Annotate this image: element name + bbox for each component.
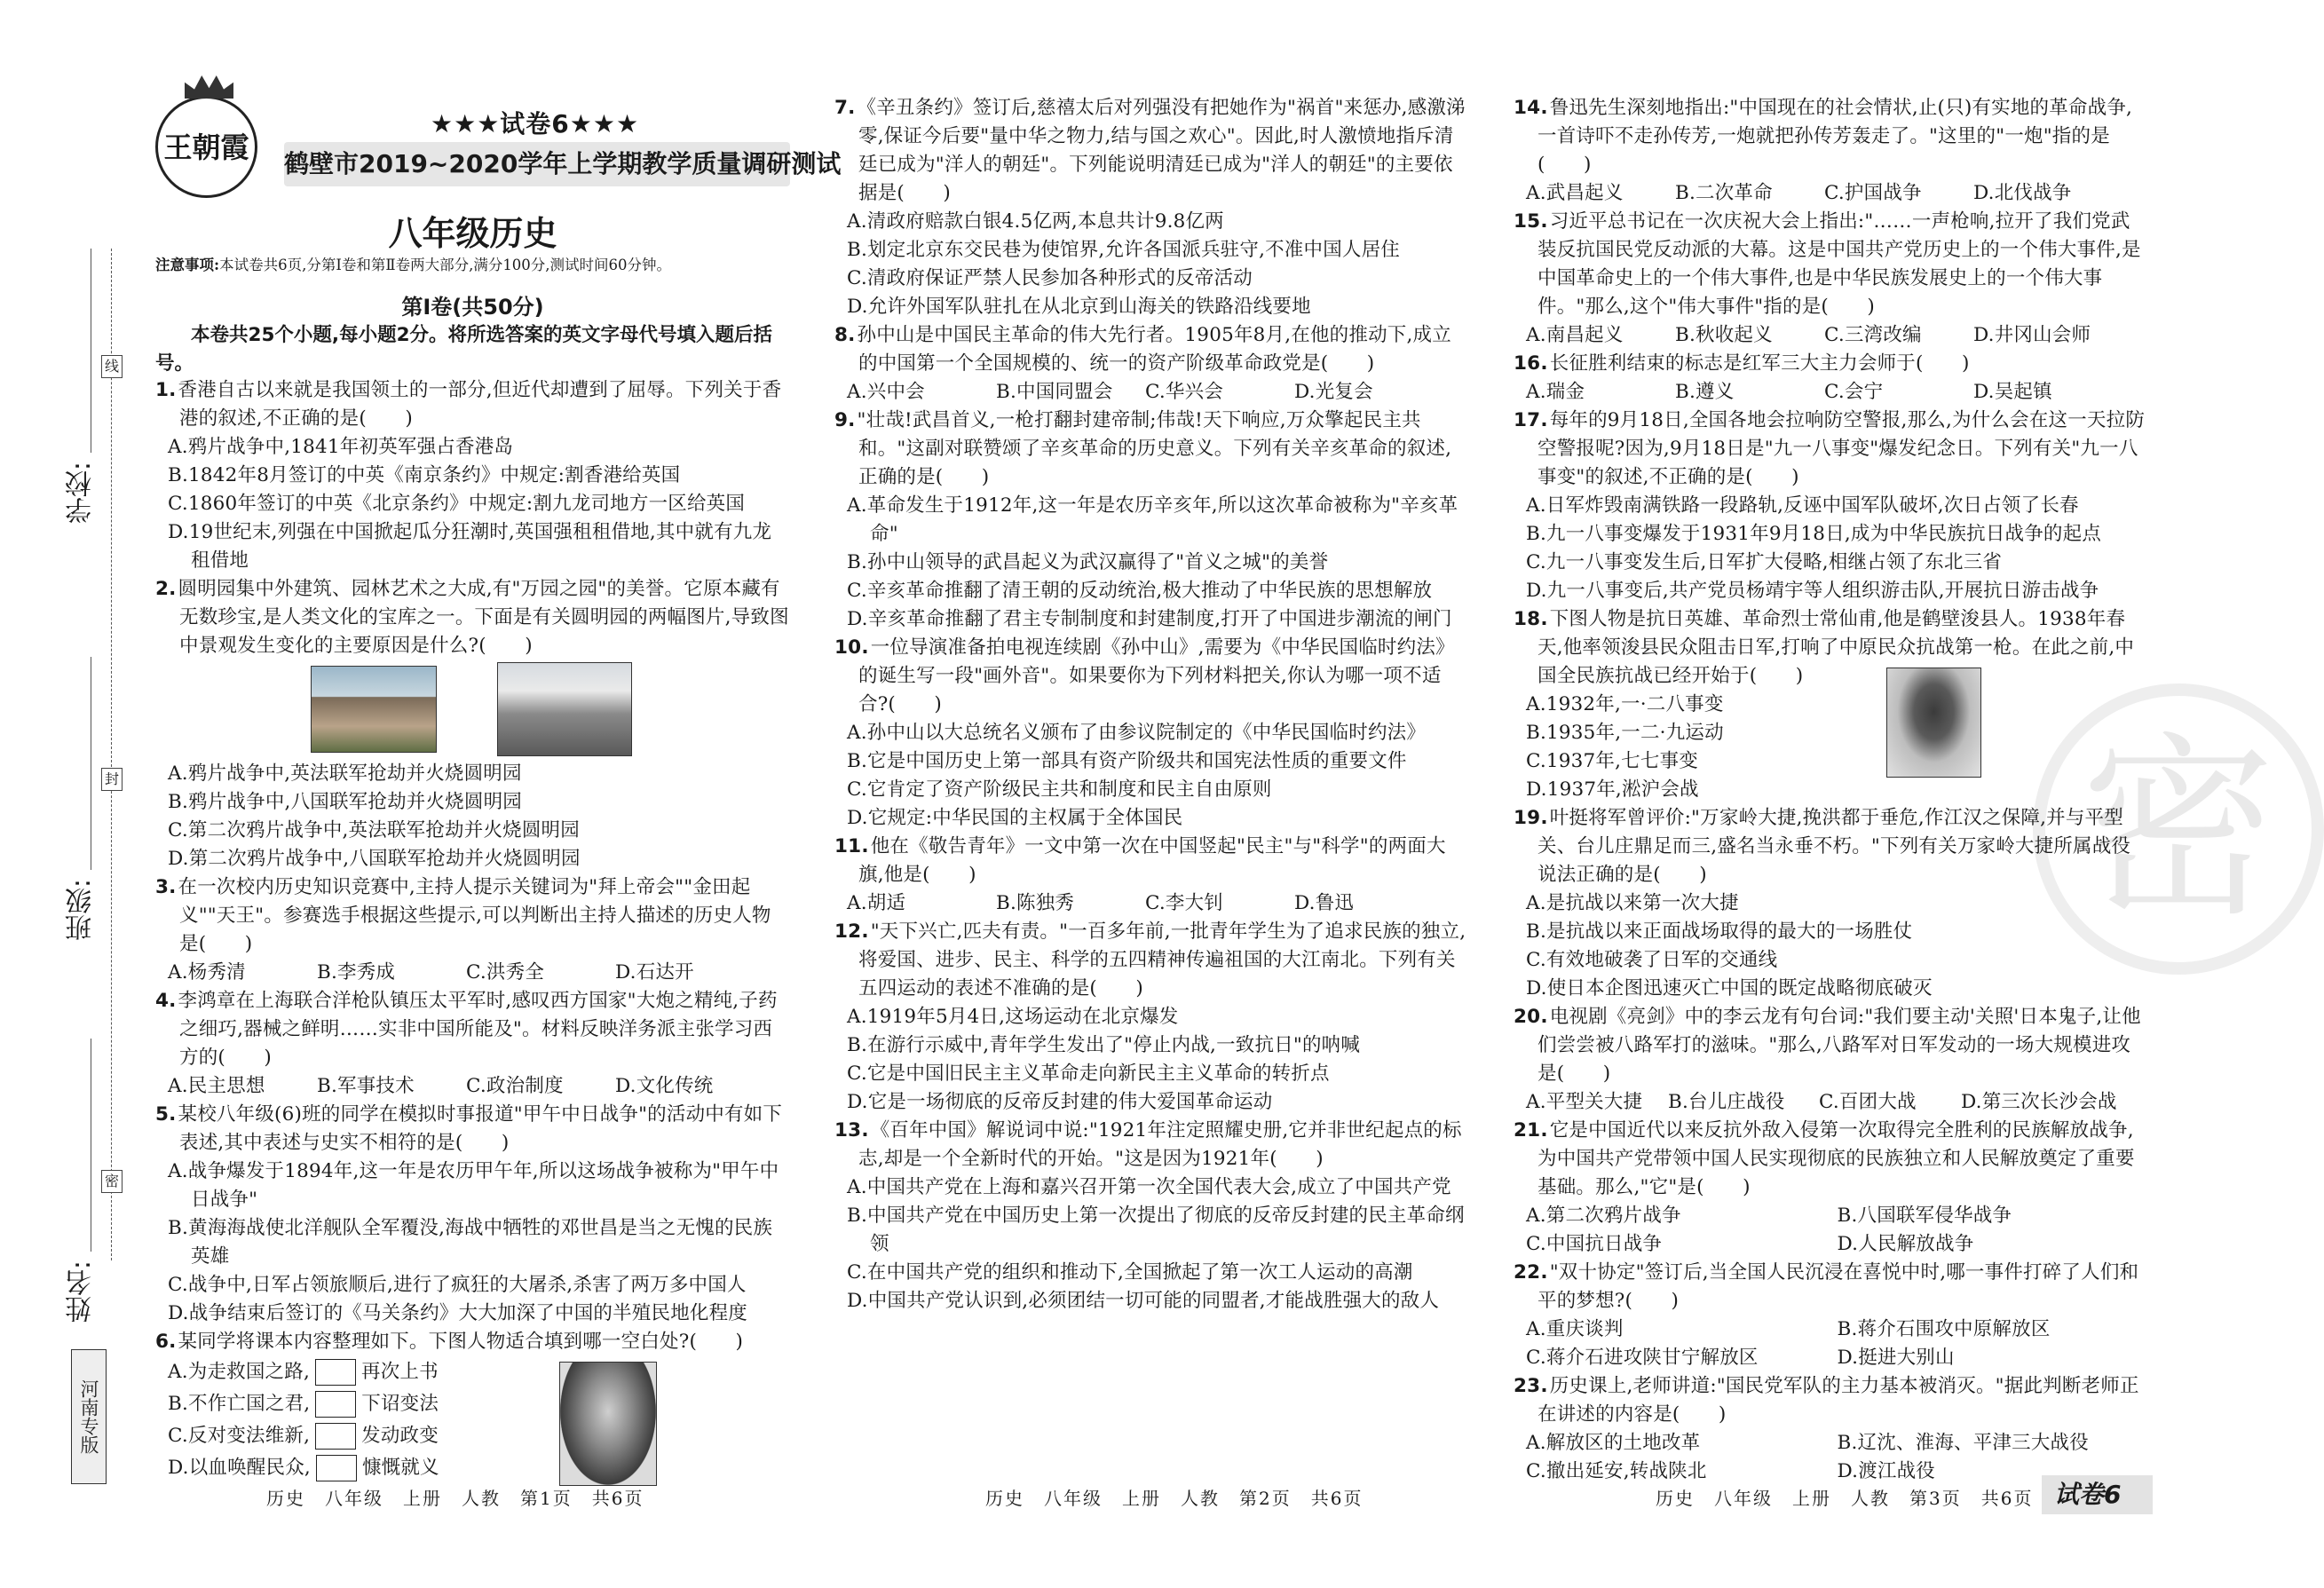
question-12-text: "天下兴亡,匹夫有责。"一百多年前,一批青年学生为了追求民族的独立,将爱国、进步、民主、科学的五四精神传遍祖国的大江南北。下列有关五四运动的表述不准确的是( ) <box>858 920 1466 999</box>
question-8-stem <box>834 321 1469 378</box>
exam-title-bar <box>284 142 842 186</box>
question-14-stem <box>1514 94 2148 179</box>
option-12-d[interactable]: D.它是一场彻底的反帝反封建的伟大爱国革命运动 <box>847 1091 1273 1113</box>
option-6-c-tail: 发动政变 <box>361 1425 439 1447</box>
question-13-number: 13. <box>834 1119 869 1142</box>
question-10-text: 一位导演准备拍电视连续剧《孙中山》,需要为《中华民国临时约法》的诞生写一段"画外音"。如果要你为下列材料把关,你认为哪一项不适合?( ) <box>858 636 1455 715</box>
option-13-c[interactable]: C.在中国共产党的组织和推动下,全国掀起了第一次工人运动的高潮 <box>847 1261 1413 1284</box>
option-12-b[interactable]: B.在游行示威中,青年学生发出了"停止内战,一致抗日"的呐喊 <box>847 1034 1361 1056</box>
option-3-c[interactable]: C.洪秀全 <box>466 961 545 984</box>
question-11-number: 11. <box>834 835 869 857</box>
question-11-stem <box>834 833 1469 889</box>
option-23-b[interactable]: B.辽沈、淮海、平津三大战役 <box>1837 1432 2089 1454</box>
yuanmingyuan-palace-image <box>311 666 437 753</box>
option-16-c[interactable]: C.会宁 <box>1824 381 1884 403</box>
instruction: 本卷共25个小题,每小题2分。将所选答案的英文字母代号填入题后括号。 <box>155 324 773 375</box>
portrait-photo-q18 <box>1886 668 1981 778</box>
option-19-b[interactable]: B.是抗战以来正面战场取得的最大的一场胜仗 <box>1526 920 1913 943</box>
option-18-b[interactable]: B.1935年,一二·九运动 <box>1526 722 1724 744</box>
section-title: 第Ⅰ卷(共50分) <box>401 295 544 320</box>
option-8-c[interactable]: C.华兴会 <box>1145 381 1224 403</box>
footer-paper-badge <box>2042 1475 2153 1514</box>
option-10-a[interactable]: A.孙中山以大总统名义颁布了由参议院制定的《中华民国临时约法》 <box>847 722 1427 744</box>
question-16 <box>1514 350 2148 407</box>
option-6-c[interactable] <box>155 1420 790 1452</box>
option-18-a[interactable]: A.1932年,一·二八事变 <box>1526 693 1724 715</box>
question-22-number: 22. <box>1514 1261 1548 1284</box>
option-3-d[interactable]: D.石达开 <box>615 961 694 984</box>
option-23-d[interactable]: D.渡江战役 <box>1837 1460 1936 1482</box>
seal-char-mi: 密 <box>101 1170 123 1193</box>
edition-badge <box>71 1349 107 1484</box>
question-20-text: 电视剧《亮剑》中的李云龙有句台词:"我们要主动'关照'日本鬼子,让他们尝尝被八路军打的滋味。"那么,八路军对日军发动的一场大规模进攻是( ) <box>1537 1006 2141 1085</box>
option-15-a[interactable]: A.南昌起义 <box>1526 324 1624 346</box>
question-4-text: 李鸿章在上海联合洋枪队镇压太平军时,感叹西方国家"大炮之精纯,子药之细巧,器械之鲜明……实非中国所能及"。材料反映洋务派主张学习西方的( ) <box>178 990 778 1069</box>
question-13-text: 《百年中国》解说词中说:"1921年注定照耀史册,它并非世纪起点的标志,却是一个全新时代的开始。"这是因为1921年( ) <box>858 1119 1462 1170</box>
question-4 <box>155 987 790 1101</box>
option-5-d[interactable]: D.战争结束后签订的《马关条约》大大加深了中国的半殖民地化程度 <box>168 1302 748 1324</box>
question-2 <box>155 575 790 873</box>
option-10-b[interactable]: B.它是中国历史上第一部具有资产阶级共和国宪法性质的重要文件 <box>847 750 1407 772</box>
notice-label: 注意事项: <box>155 257 220 273</box>
option-6-a-lead: A.为走救国之路, <box>168 1361 310 1383</box>
option-12-c[interactable]: C.它是中国旧民主主义革命走向新民主主义革命的转折点 <box>847 1063 1330 1085</box>
class-label: 班级: <box>66 879 97 942</box>
option-18-d[interactable]: D.1937年,淞沪会战 <box>1526 778 1699 801</box>
option-20-c[interactable]: C.百团大战 <box>1819 1091 1917 1113</box>
option-6-d-tail: 慷慨就义 <box>361 1457 439 1479</box>
question-15-number: 15. <box>1514 210 1548 233</box>
question-6-text: 某同学将课本内容整理如下。下图人物适合填到哪一空白处?( ) <box>178 1331 744 1353</box>
edition-text: 河南专版 <box>78 1379 99 1454</box>
option-8-a[interactable]: A.兴中会 <box>847 381 925 403</box>
question-9-stem <box>834 407 1469 492</box>
option-22-b[interactable]: B.蒋介石围攻中原解放区 <box>1837 1318 2051 1340</box>
question-1 <box>155 376 790 575</box>
option-2-a[interactable]: A.鸦片战争中,英法联军抢劫并火烧圆明园 <box>168 762 522 785</box>
option-5-a[interactable]: A.战争爆发于1894年,这一年是农历甲午年,所以这场战争被称为"甲午中日战争" <box>168 1160 779 1211</box>
question-5-stem <box>155 1101 790 1157</box>
question-6 <box>155 1328 790 1484</box>
questions-column-1 <box>155 376 790 1484</box>
option-1-c[interactable]: C.1860年签订的中英《北京条约》中规定:割九龙司地方一区给英国 <box>168 493 746 515</box>
question-14-number: 14. <box>1514 97 1548 119</box>
question-9-number: 9. <box>834 409 856 431</box>
question-17-stem <box>1514 407 2148 492</box>
blank-box-b <box>315 1391 356 1418</box>
exam-title: 鹤壁市2019~2020学年上学期教学质量调研测试 <box>284 149 842 178</box>
option-11-d[interactable]: D.鲁迅 <box>1294 892 1355 914</box>
school-label: 学校: <box>66 462 97 525</box>
crown-icon <box>185 75 233 99</box>
question-10-number: 10. <box>834 636 869 659</box>
option-21-b[interactable]: B.八国联军侵华战争 <box>1837 1205 2012 1227</box>
question-10 <box>834 634 1469 833</box>
option-13-b[interactable]: B.中国共产党在中国历史上第一次提出了彻底的反帝反封建的民主革命纲领 <box>847 1205 1465 1255</box>
question-19-number: 19. <box>1514 807 1548 829</box>
question-6-number: 6. <box>155 1331 177 1353</box>
option-14-a[interactable]: A.武昌起义 <box>1526 182 1624 204</box>
question-8-number: 8. <box>834 324 856 346</box>
question-3-stem <box>155 873 790 959</box>
question-7-number: 7. <box>834 97 856 119</box>
question-18 <box>1514 605 2148 804</box>
question-19-stem <box>1514 804 2148 889</box>
question-18-number: 18. <box>1514 608 1548 630</box>
option-10-d[interactable]: D.它规定:中华民国的主权属于全体国民 <box>847 807 1183 829</box>
fold-line <box>111 249 112 1260</box>
questions-column-2 <box>834 94 1469 1315</box>
footer-page-2: 历史 八年级 上册 人教 第2页 共6页 <box>985 1488 1364 1509</box>
option-21-d[interactable]: D.人民解放战争 <box>1837 1233 1974 1255</box>
option-22-a[interactable]: A.重庆谈判 <box>1526 1318 1624 1340</box>
option-5-b[interactable]: B.黄海海战使北洋舰队全军覆没,海战中牺牲的邓世昌是当之无愧的民族英雄 <box>168 1217 773 1268</box>
question-13-stem <box>834 1117 1469 1173</box>
option-11-a[interactable]: A.胡适 <box>847 892 906 914</box>
question-16-text: 长征胜利结束的标志是红军三大主力会师于( ) <box>1549 352 1970 375</box>
option-4-a[interactable]: A.民主思想 <box>168 1075 265 1097</box>
question-19-text: 叶挺将军曾评价:"万家岭大捷,挽洪都于垂危,作江汉之保障,并与平型关、台儿庄鼎足而三,盛名当永垂不朽。"下列有关万家岭大捷所属战役说法正确的是( ) <box>1537 807 2131 886</box>
option-15-c[interactable]: C.三湾改编 <box>1824 324 1922 346</box>
question-22 <box>1514 1259 2148 1372</box>
option-6-b-tail: 下诏变法 <box>361 1393 439 1415</box>
option-7-d[interactable]: D.允许外国军队驻扎在从北京到山海关的铁路沿线要地 <box>847 296 1311 318</box>
option-21-c[interactable]: C.中国抗日战争 <box>1526 1233 1663 1255</box>
blank-box-d <box>316 1455 357 1481</box>
option-9-b[interactable]: B.孙中山领导的武昌起义为武汉赢得了"首义之城"的美誉 <box>847 551 1329 573</box>
question-22-text: "双十协定"签订后,当全国人民沉浸在喜悦中时,哪一事件打碎了人们和平的梦想?( ) <box>1537 1261 2139 1312</box>
option-4-b[interactable]: B.军事技术 <box>317 1075 415 1097</box>
question-11 <box>834 833 1469 918</box>
question-13 <box>834 1117 1469 1315</box>
option-1-d[interactable]: D.19世纪末,列强在中国掀起瓜分狂潮时,英国强租租借地,其中就有九龙租借地 <box>168 521 772 572</box>
question-8 <box>834 321 1469 407</box>
question-23-number: 23. <box>1514 1375 1548 1397</box>
option-19-a[interactable]: A.是抗战以来第一次大捷 <box>1526 892 1739 914</box>
question-14-text: 鲁迅先生深刻地指出:"中国现在的社会情状,止(只)有实地的革命战争,一首诗吓不走孙传芳,一炮就把孙传芳轰走了。"这里的"一炮"指的是( ) <box>1537 97 2133 176</box>
question-20-number: 20. <box>1514 1006 1548 1028</box>
question-8-text: 孙中山是中国民主革命的伟大先行者。1905年8月,在他的推动下,成立的中国第一个全国规模的、统一的资产阶级革命政党是( ) <box>857 324 1451 375</box>
question-21-text: 它是中国近代以来反抗外敌入侵第一次取得完全胜利的民族解放战争,为中国共产党带领中国人民实现彻底的民族独立和人民解放奠定了重要基础。那么,"它"是( ) <box>1537 1119 2135 1198</box>
option-4-d[interactable]: D.文化传统 <box>615 1075 714 1097</box>
option-17-a[interactable]: A.日军炸毁南满铁路一段路轨,反诬中国军队破坏,次日占领了长春 <box>1526 494 2079 517</box>
option-19-c[interactable]: C.有效地破袭了日军的交通线 <box>1526 949 1778 971</box>
option-14-c[interactable]: C.护国战争 <box>1824 182 1922 204</box>
option-7-c[interactable]: C.清政府保证严禁人民参加各种形式的反帝活动 <box>847 267 1253 289</box>
question-16-stem <box>1514 350 2148 378</box>
option-6-b[interactable] <box>155 1388 790 1420</box>
question-2-stem <box>155 575 790 660</box>
question-1-number: 1. <box>155 379 177 401</box>
question-9 <box>834 407 1469 634</box>
question-23-text: 历史课上,老师讲道:"国民党军队的主力基本被消灭。"据此判断老师正在讲述的内容是( ) <box>1537 1375 2139 1426</box>
option-2-d[interactable]: D.第二次鸦片战争中,八国联军抢劫并火烧圆明园 <box>168 848 581 870</box>
question-12 <box>834 918 1469 1117</box>
question-17 <box>1514 407 2148 605</box>
option-2-b[interactable]: B.鸦片战争中,八国联军抢劫并火烧圆明园 <box>168 791 522 813</box>
footer-page-1: 历史 八年级 上册 人教 第1页 共6页 <box>266 1488 644 1509</box>
question-15-stem <box>1514 208 2148 321</box>
option-8-d[interactable]: D.光复会 <box>1294 381 1373 403</box>
seal-char-feng: 封 <box>101 768 123 791</box>
option-23-a[interactable]: A.解放区的土地改革 <box>1526 1432 1701 1454</box>
question-21-number: 21. <box>1514 1119 1548 1142</box>
question-21 <box>1514 1117 2148 1259</box>
question-4-number: 4. <box>155 990 177 1012</box>
option-23-c[interactable]: C.撤出延安,转战陕北 <box>1526 1460 1707 1482</box>
option-6-b-lead: B.不作亡国之君, <box>168 1393 311 1415</box>
question-1-stem <box>155 376 790 433</box>
question-20-stem <box>1514 1003 2148 1088</box>
option-15-b[interactable]: B.秋收起义 <box>1675 324 1773 346</box>
option-4-c[interactable]: C.政治制度 <box>466 1075 564 1097</box>
option-17-c[interactable]: C.九一八事变发生后,日军扩大侵略,相继占领了东北三省 <box>1526 551 2003 573</box>
question-10-stem <box>834 634 1469 719</box>
option-2-c[interactable]: C.第二次鸦片战争中,英法联军抢劫并火烧圆明园 <box>168 819 580 841</box>
option-12-a[interactable]: A.1919年5月4日,这场运动在北京爆发 <box>847 1006 1179 1028</box>
option-7-b[interactable]: B.划定北京东交民巷为使馆界,允许各国派兵驻守,不准中国人居住 <box>847 239 1401 261</box>
option-22-d[interactable]: D.挺进大别山 <box>1837 1347 1955 1369</box>
questions-column-3 <box>1514 94 2148 1486</box>
question-15 <box>1514 208 2148 350</box>
option-20-d[interactable]: D.第三次长沙会战 <box>1961 1091 2117 1113</box>
question-16-number: 16. <box>1514 352 1548 375</box>
question-23-stem <box>1514 1372 2148 1429</box>
paper-badge: ★★★试卷6★★★ <box>431 109 640 138</box>
option-14-d[interactable]: D.北伐战争 <box>1973 182 2072 204</box>
name-label: 姓名: <box>66 1260 97 1323</box>
question-4-stem <box>155 987 790 1072</box>
question-7-text: 《辛丑条约》签订后,慈禧太后对列强没有把她作为"祸首"来惩办,感激涕零,保证今后要"量中华之物力,结与国之欢心"。因此,时人激愤地指斥清廷已成为"洋人的朝廷"。下列能说明清廷已成为"洋人的朝廷"的主要依据是( ) <box>857 97 1466 204</box>
brand-logo <box>155 96 257 198</box>
option-13-a[interactable]: A.中国共产党在上海和嘉兴召开第一次全国代表大会,成立了中国共产党 <box>847 1176 1451 1198</box>
question-9-text: "壮哉!武昌首义,一枪打翻封建帝制;伟哉!天下响应,万众擎起民主共和。"这副对联赞颂了辛亥革命的历史意义。下列有关辛亥革命的叙述,正确的是( ) <box>857 409 1452 488</box>
question-19 <box>1514 804 2148 1003</box>
subject-title: 八年级历史 <box>388 214 557 253</box>
option-6-c-lead: C.反对变法维新, <box>168 1425 311 1447</box>
option-8-b[interactable]: B.中国同盟会 <box>996 381 1113 403</box>
option-16-a[interactable]: A.瑞金 <box>1526 381 1585 403</box>
option-6-d[interactable] <box>155 1452 790 1484</box>
question-12-stem <box>834 918 1469 1003</box>
notice <box>155 253 790 274</box>
option-10-c[interactable]: C.它肯定了资产阶级民主共和制度和民主自由原则 <box>847 778 1272 801</box>
question-5-number: 5. <box>155 1103 177 1126</box>
option-17-b[interactable]: B.九一八事变爆发于1931年9月18日,成为中华民族抗日战争的起点 <box>1526 523 2102 545</box>
footer-page-3: 历史 八年级 上册 人教 第3页 共6页 <box>1656 1488 2034 1509</box>
option-16-b[interactable]: B.遵义 <box>1675 381 1735 403</box>
portrait-photo-q6 <box>559 1362 657 1486</box>
option-7-a[interactable]: A.清政府赔款白银4.5亿两,本息共计9.8亿两 <box>847 210 1224 233</box>
option-20-b[interactable]: B.台儿庄战役 <box>1668 1091 1785 1113</box>
question-12-number: 12. <box>834 920 869 943</box>
blank-box-c <box>315 1423 356 1450</box>
question-18-text: 下图人物是抗日英雄、革命烈士常仙甫,他是鹤壁浚县人。1938年春天,他率领浚县民众阻击日军,打响了中原民众抗战第一枪。在此之前,中国全民族抗战已经开始于( ) <box>1537 608 2135 687</box>
binding-margin <box>0 0 142 1588</box>
question-3 <box>155 873 790 987</box>
option-3-a[interactable]: A.杨秀清 <box>168 961 246 984</box>
watermark-char: 密 <box>2080 715 2276 943</box>
question-6-stem <box>155 1328 790 1356</box>
option-18-c[interactable]: C.1937年,七七事变 <box>1526 750 1698 772</box>
option-11-b[interactable]: B.陈独秀 <box>996 892 1075 914</box>
option-19-d[interactable]: D.使日本企图迅速灭亡中国的既定战略彻底破灭 <box>1526 977 1933 999</box>
option-1-a[interactable]: A.鸦片战争中,1841年初英军强占香港岛 <box>168 436 514 458</box>
question-15-text: 习近平总书记在一次庆祝大会上指出:"……一声枪响,拉开了我们党武装反抗国民党反动派的大幕。这是中国共产党历史上的一个伟大事件,是中国革命史上的一个伟大事件,也是中华民族发展史上的一个伟大事件。"那么,这个"伟大事件"指的是( ) <box>1537 210 2141 318</box>
option-21-a[interactable]: A.第二次鸦片战争 <box>1526 1205 1681 1227</box>
option-6-a[interactable] <box>155 1356 790 1388</box>
question-23 <box>1514 1372 2148 1486</box>
yuanmingyuan-images <box>155 660 790 760</box>
option-20-a[interactable]: A.平型关大捷 <box>1526 1091 1643 1113</box>
question-1-text: 香港自古以来就是我国领土的一部分,但近代却遭到了屈辱。下列关于香港的叙述,不正确的是( ) <box>178 379 782 430</box>
question-17-text: 每年的9月18日,全国各地会拉响防空警报,那么,为什么会在这一天拉防空警报呢?因为,9月18日是"九一八事变"爆发纪念日。下列有关"九一八事变"的叙述,不正确的是( ) <box>1537 409 2146 488</box>
question-5 <box>155 1101 790 1328</box>
option-5-c[interactable]: C.战争中,日军占领旅顺后,进行了疯狂的大屠杀,杀害了两万多中国人 <box>168 1274 747 1296</box>
question-3-text: 在一次校内历史知识竞赛中,主持人提示关键词为"拜上帝会""金田起义""天王"。参赛选手根据这些提示,可以判断出主持人描述的历史人物是( ) <box>178 876 771 955</box>
question-21-stem <box>1514 1117 2148 1202</box>
footer-badge-text: 试卷6 <box>2054 1480 2122 1509</box>
question-3-number: 3. <box>155 876 177 898</box>
question-11-text: 他在《敬告青年》一文中第一次在中国竖起"民主"与"科学"的两面大旗,他是( ) <box>858 835 1446 886</box>
question-14 <box>1514 94 2148 208</box>
notice-text: 本试卷共6页,分第Ⅰ卷和第Ⅱ卷两大部分,满分100分,测试时间60分钟。 <box>219 257 672 273</box>
question-18-stem <box>1514 605 2148 691</box>
yuanmingyuan-ruins-image <box>497 662 632 756</box>
seal-char-xian: 线 <box>101 355 123 378</box>
option-3-b[interactable]: B.李秀成 <box>317 961 396 984</box>
option-15-d[interactable]: D.井冈山会师 <box>1973 324 2091 346</box>
option-6-d-lead: D.以血唤醒民众, <box>168 1457 311 1479</box>
option-17-d[interactable]: D.九一八事变后,共产党员杨靖宇等人组织游击队,开展抗日游击战争 <box>1526 580 2099 602</box>
option-14-b[interactable]: B.二次革命 <box>1675 182 1773 204</box>
option-9-c[interactable]: C.辛亥革命推翻了清王朝的反动统治,极大推动了中华民族的思想解放 <box>847 580 1433 602</box>
option-22-c[interactable]: C.蒋介石进攻陕甘宁解放区 <box>1526 1347 1759 1369</box>
option-9-a[interactable]: A.革命发生于1912年,这一年是农历辛亥年,所以这次革命被称为"辛亥革命" <box>847 494 1458 545</box>
question-7-stem <box>834 94 1469 208</box>
option-9-d[interactable]: D.辛亥革命推翻了君主专制制度和封建制度,打开了中国进步潮流的闸门 <box>847 608 1452 630</box>
logo-text: 王朝霞 <box>163 130 249 164</box>
option-1-b[interactable]: B.1842年8月签订的中英《南京条约》中规定:割香港给英国 <box>168 464 681 486</box>
blank-box-a <box>315 1359 356 1386</box>
option-11-c[interactable]: C.李大钊 <box>1145 892 1224 914</box>
option-16-d[interactable]: D.吴起镇 <box>1973 381 2052 403</box>
question-17-number: 17. <box>1514 409 1548 431</box>
question-22-stem <box>1514 1259 2148 1315</box>
question-5-text: 某校八年级(6)班的同学在模拟时事报道"甲午中日战争"的活动中有如下表述,其中表述与史实不相符的是( ) <box>178 1103 783 1154</box>
question-20 <box>1514 1003 2148 1117</box>
option-6-a-tail: 再次上书 <box>361 1361 439 1383</box>
question-2-text: 圆明园集中外建筑、园林艺术之大成,有"万园之园"的美誉。它原本藏有无数珍宝,是人类文化的宝库之一。下面是有关圆明园的两幅图片,导致图中景观发生变化的主要原因是什么?( ) <box>178 578 789 657</box>
question-7 <box>834 94 1469 321</box>
option-13-d[interactable]: D.中国共产党认识到,必须团结一切可能的同盟者,才能战胜强大的敌人 <box>847 1290 1440 1312</box>
question-2-number: 2. <box>155 578 177 600</box>
